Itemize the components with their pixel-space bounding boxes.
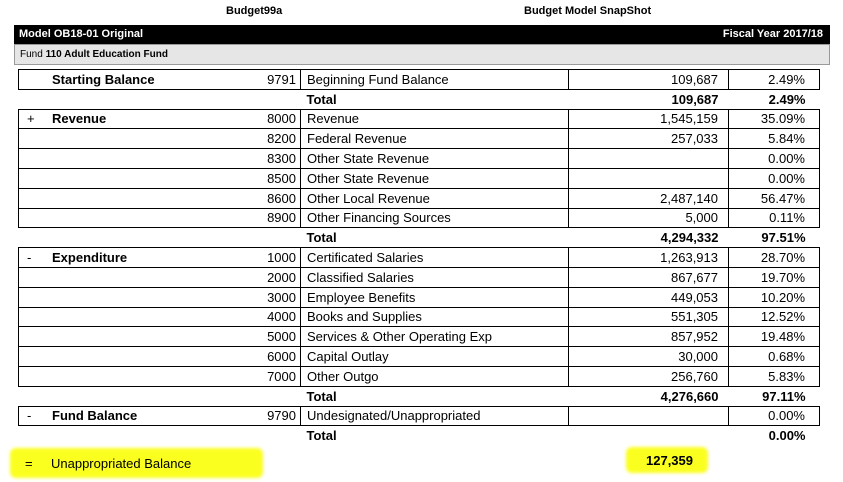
equals-sign: = — [25, 456, 33, 471]
unappropriated-balance-label — [25, 456, 191, 471]
total-row — [19, 228, 820, 248]
section-cell — [19, 129, 224, 149]
model-bar — [14, 25, 830, 44]
model-name: Model OB18-01 Original — [19, 28, 144, 40]
table-row — [19, 248, 820, 268]
description-cell: Revenue — [301, 109, 569, 129]
section-cell — [19, 366, 224, 386]
table-row — [19, 208, 820, 228]
percent-cell: 19.48% — [729, 327, 820, 347]
description-cell: Total — [301, 426, 569, 446]
section-cell — [19, 287, 224, 307]
object-code-cell: 9790 — [224, 406, 301, 426]
table-row — [19, 406, 820, 426]
section-cell — [19, 89, 224, 109]
table-row — [19, 287, 820, 307]
unappropriated-balance-text: Unappropriated Balance — [51, 456, 192, 471]
object-code-cell — [224, 386, 301, 406]
table-row — [19, 149, 820, 169]
description-cell: Capital Outlay — [301, 347, 569, 367]
percent-cell: 35.09% — [729, 109, 820, 129]
object-code-cell: 6000 — [224, 347, 301, 367]
total-row — [19, 426, 820, 446]
object-code-cell: 7000 — [224, 366, 301, 386]
percent-cell: 5.84% — [729, 129, 820, 149]
fund-prefix: Fund — [20, 49, 43, 60]
percent-cell: 5.83% — [729, 366, 820, 386]
description-cell: Other Financing Sources — [301, 208, 569, 228]
percent-cell: 19.70% — [729, 267, 820, 287]
object-code-cell: 5000 — [224, 327, 301, 347]
description-cell: Beginning Fund Balance — [301, 70, 569, 90]
object-code-cell: 8600 — [224, 188, 301, 208]
section-label: Starting Balance — [52, 71, 155, 87]
section-cell — [19, 327, 224, 347]
section-cell — [19, 426, 224, 446]
amount-cell: 867,677 — [569, 267, 729, 287]
section-cell — [19, 70, 224, 90]
table-row — [19, 129, 820, 149]
percent-cell: 12.52% — [729, 307, 820, 327]
fund-bar — [14, 44, 830, 65]
amount-cell: 449,053 — [569, 287, 729, 307]
amount-cell: 109,687 — [569, 70, 729, 90]
fund-code: 110 Adult Education Fund — [45, 49, 168, 60]
description-cell: Federal Revenue — [301, 129, 569, 149]
amount-cell — [569, 168, 729, 188]
amount-cell: 257,033 — [569, 129, 729, 149]
amount-cell — [569, 426, 729, 446]
section-cell — [19, 149, 224, 169]
object-code-cell: 8900 — [224, 208, 301, 228]
total-row — [19, 89, 820, 109]
object-code-cell: 8500 — [224, 168, 301, 188]
amount-cell: 4,276,660 — [660, 388, 719, 404]
percent-cell: 28.70% — [729, 248, 820, 268]
object-code-cell: 8000 — [224, 109, 301, 129]
table-row — [19, 267, 820, 287]
section-cell — [19, 109, 224, 129]
section-cell — [19, 347, 224, 367]
description-cell: Total — [301, 228, 569, 248]
section-cell — [19, 208, 224, 228]
section-sign: + — [27, 111, 35, 127]
amount-cell: 551,305 — [569, 307, 729, 327]
table-row — [19, 188, 820, 208]
percent-cell: 97.51% — [761, 230, 806, 246]
unappropriated-balance-value: 127,359 — [646, 453, 693, 468]
section-sign: - — [27, 250, 32, 266]
object-code-cell: 8300 — [224, 149, 301, 169]
percent-cell: 0.00% — [768, 428, 806, 444]
table-row — [19, 70, 820, 90]
percent-cell: 0.00% — [729, 149, 820, 169]
amount-cell: 1,263,913 — [569, 248, 729, 268]
percent-cell: 0.68% — [729, 347, 820, 367]
object-code-cell: 9791 — [224, 70, 301, 90]
fiscal-year: Fiscal Year 2017/18 — [722, 28, 823, 40]
section-cell — [19, 307, 224, 327]
object-code-cell: 4000 — [224, 307, 301, 327]
table-row — [19, 307, 820, 327]
amount-cell — [569, 149, 729, 169]
percent-cell: 10.20% — [729, 287, 820, 307]
amount-cell: 857,952 — [569, 327, 729, 347]
percent-cell: 0.00% — [729, 406, 820, 426]
description-cell: Employee Benefits — [301, 287, 569, 307]
description-cell: Other Outgo — [301, 366, 569, 386]
section-cell — [19, 267, 224, 287]
object-code-cell — [224, 228, 301, 248]
percent-cell: 97.11% — [762, 388, 806, 404]
report-name: Budget99a — [226, 5, 283, 17]
description-cell: Services & Other Operating Exp — [301, 327, 569, 347]
description-cell: Certificated Salaries — [301, 248, 569, 268]
amount-cell — [569, 406, 729, 426]
section-sign: - — [27, 408, 32, 424]
percent-cell: 56.47% — [729, 188, 820, 208]
description-cell: Other Local Revenue — [301, 188, 569, 208]
description-cell: Other State Revenue — [301, 168, 569, 188]
amount-cell: 5,000 — [569, 208, 729, 228]
description-cell: Classified Salaries — [301, 267, 569, 287]
percent-cell: 0.00% — [729, 168, 820, 188]
amount-cell: 4,294,332 — [660, 230, 719, 246]
table-row — [19, 327, 820, 347]
description-cell: Undesignated/Unappropriated — [301, 406, 569, 426]
section-cell — [19, 228, 224, 248]
section-label: Revenue — [52, 111, 107, 127]
amount-cell: 2,487,140 — [569, 188, 729, 208]
budget-table-body — [19, 70, 820, 446]
description-cell: Total — [301, 89, 569, 109]
section-label: Fund Balance — [52, 408, 138, 424]
section-cell — [19, 188, 224, 208]
object-code-cell — [224, 89, 301, 109]
amount-cell: 109,687 — [671, 91, 719, 107]
section-label: Expenditure — [52, 250, 128, 266]
section-cell — [19, 386, 224, 406]
object-code-cell: 2000 — [224, 267, 301, 287]
section-cell — [19, 406, 224, 426]
total-row — [19, 386, 820, 406]
object-code-cell: 3000 — [224, 287, 301, 307]
table-row — [19, 366, 820, 386]
table-row — [19, 109, 820, 129]
amount-cell: 256,760 — [569, 366, 729, 386]
percent-cell: 2.49% — [768, 91, 806, 107]
section-cell — [19, 248, 224, 268]
description-cell: Other State Revenue — [301, 149, 569, 169]
object-code-cell — [224, 426, 301, 446]
amount-cell: 30,000 — [569, 347, 729, 367]
percent-cell: 0.11% — [729, 208, 820, 228]
fund-label — [20, 49, 168, 60]
object-code-cell: 8200 — [224, 129, 301, 149]
budget-table — [18, 69, 820, 446]
description-cell: Books and Supplies — [301, 307, 569, 327]
object-code-cell: 1000 — [224, 248, 301, 268]
table-row — [19, 347, 820, 367]
description-cell: Total — [301, 386, 569, 406]
percent-cell: 2.49% — [729, 70, 820, 90]
table-row — [19, 168, 820, 188]
amount-cell: 1,545,159 — [569, 109, 729, 129]
section-cell — [19, 168, 224, 188]
report-subtitle: Budget Model SnapShot — [524, 5, 652, 17]
